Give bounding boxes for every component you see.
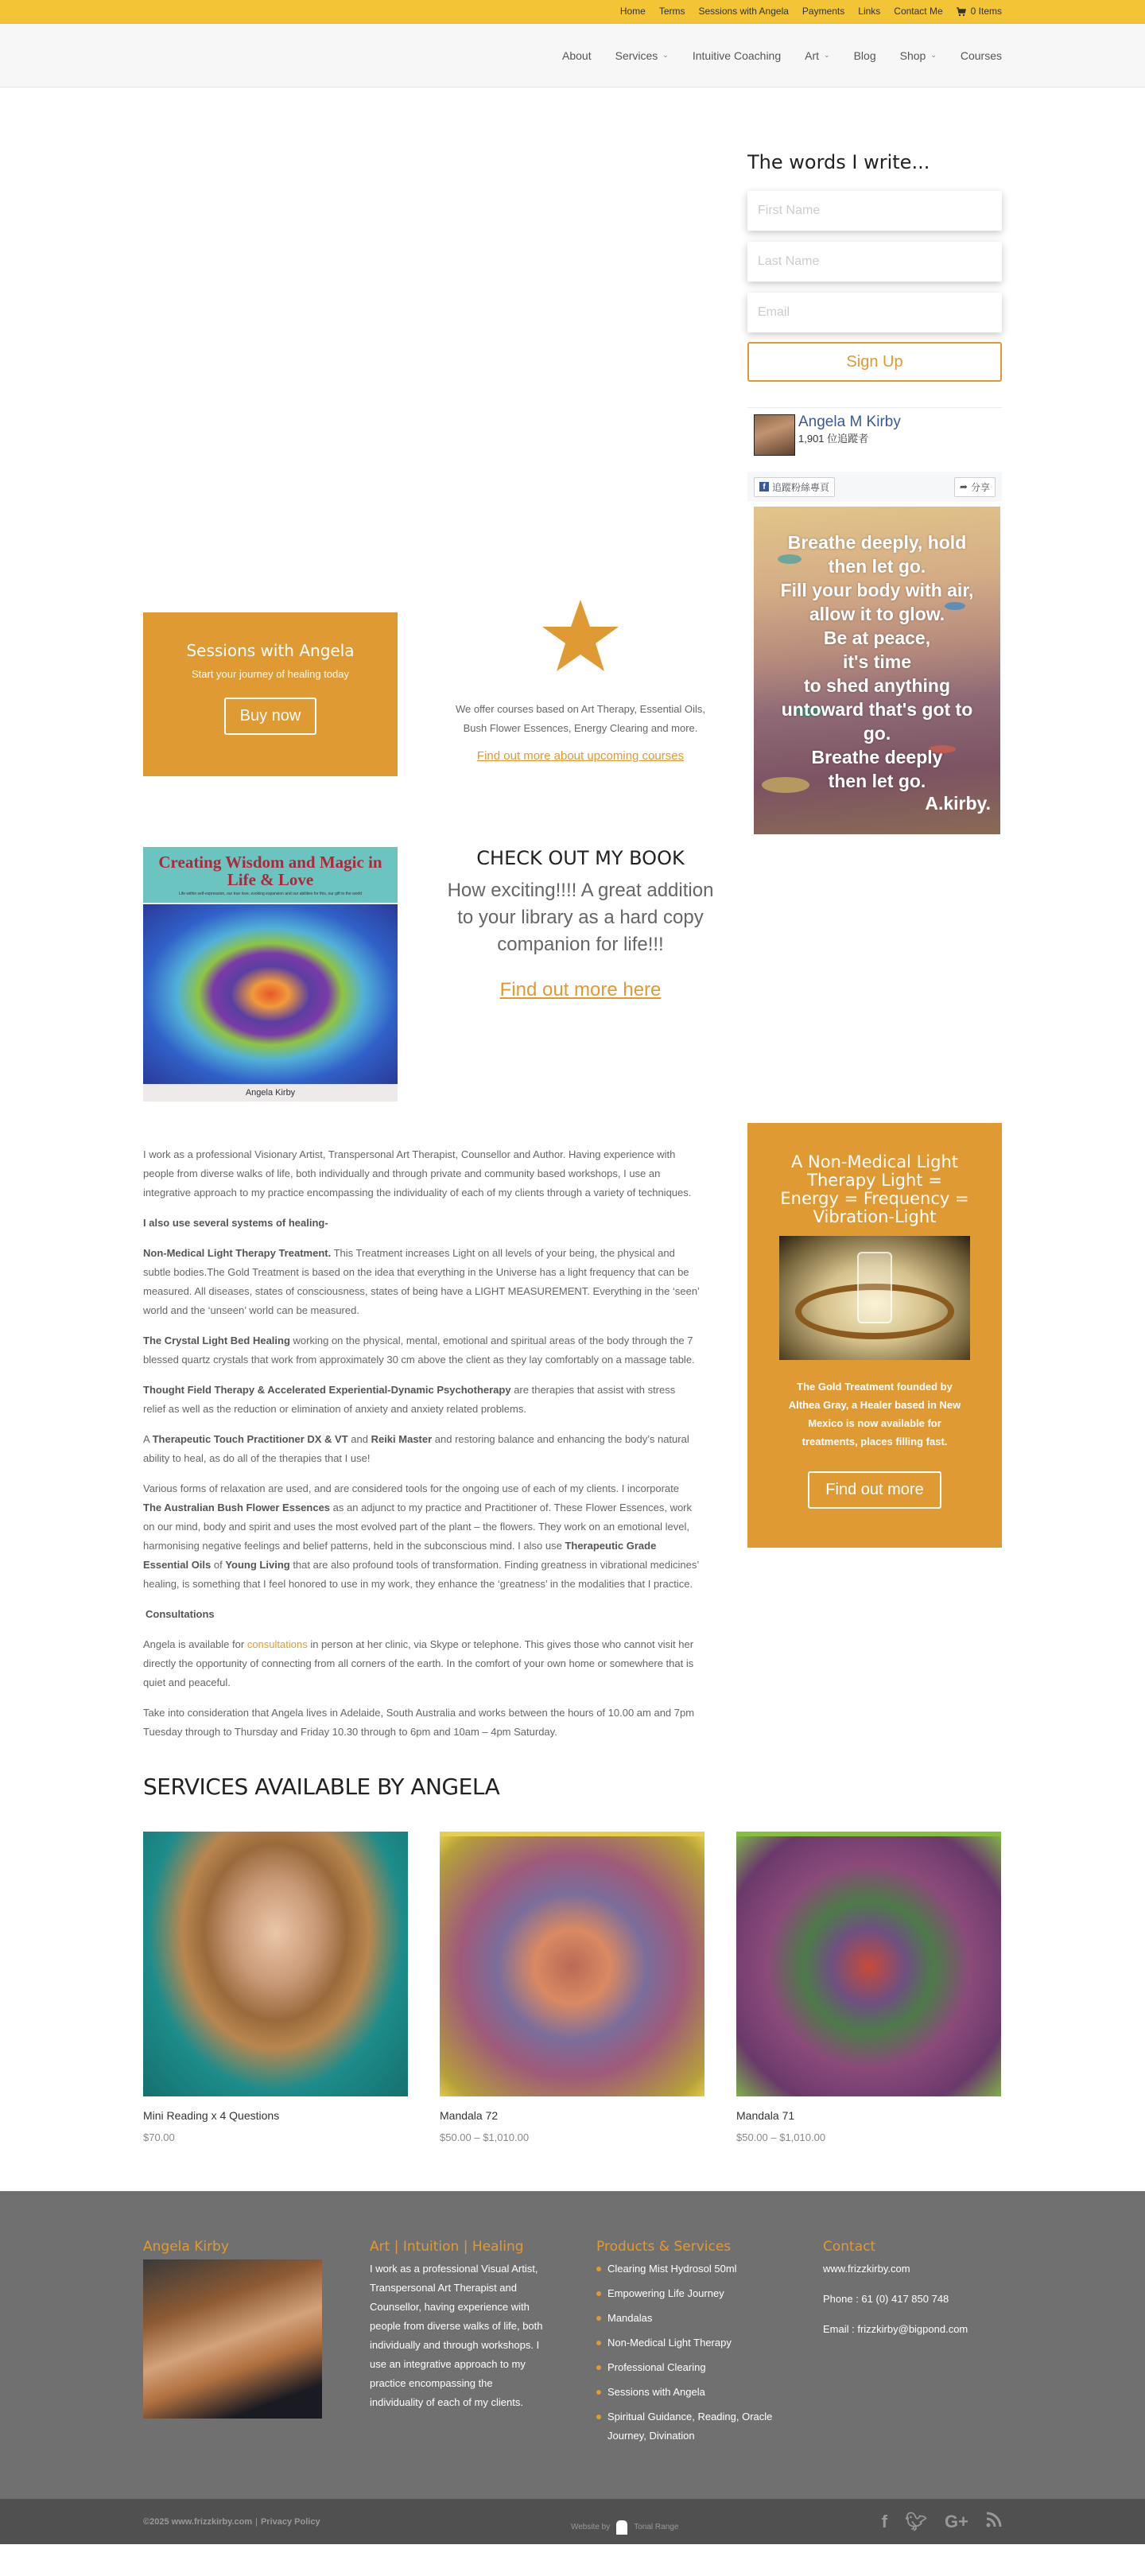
fb-page-name[interactable]: Angela M Kirby <box>798 414 901 430</box>
book-find-out-more-link[interactable]: Find out more here <box>499 979 662 1000</box>
product-price: $70.00 <box>143 2131 175 2143</box>
facebook-icon[interactable]: f <box>881 2511 888 2531</box>
site-credit[interactable] <box>571 2520 678 2535</box>
footer <box>0 2191 1145 2499</box>
chevron-down-icon: ⌄ <box>930 51 937 59</box>
footer-col-products <box>596 2239 775 2451</box>
nav-about[interactable] <box>562 49 592 62</box>
book-info <box>445 847 716 1001</box>
gold-card-title: A Non-Medical Light Therapy Light = Energy = Frequency = Vibration-Light <box>780 1152 969 1226</box>
upcoming-courses-link[interactable]: Find out more about upcoming courses <box>476 749 685 763</box>
google-plus-icon[interactable]: G+ <box>945 2511 968 2531</box>
book-cover-image[interactable] <box>143 847 398 1102</box>
footer-product-link[interactable]: Non-Medical Light Therapy <box>596 2333 775 2353</box>
newsletter-title: The words I write... <box>747 151 930 173</box>
book-cover-title: Creating Wisdom and Magic in Life & Love <box>158 853 382 889</box>
credit-prefix: Website by <box>570 2523 611 2531</box>
product-card[interactable] <box>143 1832 408 2143</box>
product-name[interactable]: Mandala 71 <box>736 2109 795 2122</box>
topnav-terms[interactable]: Terms <box>658 6 685 17</box>
signup-button[interactable]: Sign Up <box>747 342 1002 382</box>
find-out-more-button[interactable]: Find out more <box>808 1471 941 1509</box>
nav-art[interactable] <box>805 49 829 62</box>
footer-email: Email : frizzkirby@bigpond.com <box>823 2323 968 2335</box>
topnav-links[interactable]: Links <box>858 6 881 17</box>
consultations-paragraph: Angela is available for consultations in person at her clinic, via Skype or telephone. This gives those who cannot visit her directly the opportunity of connecting from all corners of the earth. In the comfort of your own home or somewhere that is quiet and peaceful. <box>143 1638 694 1688</box>
footer-col-about <box>143 2239 322 2451</box>
book-cover-subtitle: Life within self-expression, our true love, evoking expansion and our abilities for this, our gift to the world <box>178 892 363 896</box>
main-nav <box>0 24 1145 87</box>
nav-intuitive-coaching[interactable] <box>693 49 781 62</box>
twitter-icon[interactable]: 🐦︎ <box>905 2511 928 2531</box>
privacy-policy-link[interactable]: Privacy Policy <box>260 2516 320 2527</box>
cart-icon <box>957 7 966 15</box>
nav-label: Blog <box>853 49 876 62</box>
book-text: How exciting!!!! A great addition to your library as a hard copy companion for life!!! <box>447 880 714 955</box>
courses-blurb <box>445 596 716 763</box>
bottom-bar <box>0 2499 1145 2544</box>
services-heading: SERVICES AVAILABLE BY ANGELA <box>143 1774 500 1800</box>
nav-shop[interactable] <box>900 49 937 62</box>
intro-paragraph: I work as a professional Visionary Artist, Transpersonal Art Therapist, Counsellor and Author. Having experience with people from diverse walks of life, both individually and through private and community based workshops, I use an integrative approach to my practice encompassing the individuality of each of my clients through a variety of techniques. <box>143 1148 692 1199</box>
services-section <box>143 1753 1002 2143</box>
hours-paragraph: Take into consideration that Angela lives in Adelaide, South Australia and works between the hours of 10.00 am and 7pm Tuesday through to Thursday and Friday 10.30 through to 6pm and 10am – 4pm Saturday. <box>143 1707 695 1738</box>
cart-link[interactable] <box>957 6 1002 17</box>
product-image[interactable] <box>440 1832 704 2096</box>
nav-label: Services <box>615 49 658 62</box>
light-therapy-paragraph: Non-Medical Light Therapy Treatment. This Treatment increases Light on all levels of your being, the physical and subtle bodies.The Gold Treatment is based on the idea that everything in the Universe has a light frequency that can be measured. All diseases, states of consciousness, states of being have a LIGHT MEASUREMENT. Everything in the ‘seen’ world and the ‘unseen’ world can be measured. <box>143 1247 700 1316</box>
secondary-nav <box>0 0 1145 24</box>
consultations-link[interactable]: consultations <box>246 1638 308 1650</box>
book-mandala-art <box>143 903 398 1084</box>
topnav-sessions[interactable]: Sessions with Angela <box>698 6 789 17</box>
systems-heading: I also use several systems of healing- <box>143 1217 328 1229</box>
fb-post-image[interactable] <box>754 507 1000 834</box>
product-name[interactable]: Mini Reading x 4 Questions <box>143 2109 280 2122</box>
topnav-contact[interactable]: Contact Me <box>894 6 943 17</box>
sessions-title: Sessions with Angela <box>186 641 355 660</box>
product-card[interactable] <box>440 1832 704 2143</box>
product-price: $50.00 – $1,010.00 <box>736 2131 826 2143</box>
main-area <box>143 87 1002 1121</box>
sessions-subtitle: Start your journey of healing today <box>191 668 349 680</box>
footer-product-link[interactable]: Empowering Life Journey <box>596 2284 775 2303</box>
rss-icon[interactable] <box>986 2512 1002 2532</box>
footer-product-link[interactable]: Spiritual Guidance, Reading, Oracle Journey, Divination <box>596 2407 775 2446</box>
product-price: $50.00 – $1,010.00 <box>440 2131 530 2143</box>
consultations-heading: Consultations <box>146 1608 215 1620</box>
footer-col1-title: Angela Kirby <box>143 2239 229 2255</box>
footer-col-contact <box>823 2239 1002 2451</box>
footer-col2-title: Art | Intuition | Healing <box>370 2239 524 2255</box>
nav-label: Shop <box>899 49 926 62</box>
footer-col4-title: Contact <box>823 2239 876 2255</box>
fb-share-label: 分享 <box>970 481 990 493</box>
crystal-bed-paragraph: The Crystal Light Bed Healing working on the physical, mental, emotional and spiritual areas of the body through the 7 blessed quartz crystals that work from approximately 30 cm above the client as they lay comfortably on a massage table. <box>143 1335 695 1366</box>
first-name-input[interactable]: First Name <box>747 191 1002 231</box>
email-input[interactable]: Email <box>747 293 1002 332</box>
cart-count: 0 Items <box>970 6 1002 17</box>
topnav-home[interactable]: Home <box>619 6 646 17</box>
facebook-page-widget <box>747 407 1002 834</box>
facebook-icon: f <box>759 482 769 491</box>
copyright: ©2025 www.frizzkirby.com | Privacy Policy <box>143 2516 320 2527</box>
fb-share-button[interactable] <box>954 477 996 497</box>
gold-treatment-image <box>779 1236 970 1360</box>
gold-treatment-card <box>747 1123 1002 1548</box>
fb-followers: 1,901 位追蹤者 <box>798 433 869 445</box>
nav-label: About <box>562 49 592 62</box>
sidebar <box>747 151 1002 834</box>
footer-product-link[interactable]: Mandalas <box>596 2309 775 2328</box>
relaxation-paragraph: Various forms of relaxation are used, and are considered tools for the ongoing use of each of my clients. I incorporate The Australian Bush Flower Essences as an adjunct to my practice and Practitioner of. These Flower Essences, work on our mind, body and spirit and uses the most evolved part of the plant – the flowers. They work on an emotional level, harmonising negative feelings and belief patterns, held in the subconscious mind. I also use Therapeutic Grade Essential Oils of Young Living that are also profound tools of transformation. Finding greatness in vibrational medicines’ healing, is something that I feel honored to use in my work, they enhance the ‘greatness’ in the modalities that I practice. <box>143 1482 699 1590</box>
product-name[interactable]: Mandala 72 <box>440 2109 499 2122</box>
fb-follow-button[interactable] <box>754 477 835 497</box>
footer-website[interactable]: www.frizzkirby.com <box>823 2263 910 2275</box>
product-card[interactable] <box>736 1832 1001 2143</box>
nav-blog[interactable] <box>854 49 876 62</box>
nav-courses[interactable] <box>961 49 1002 62</box>
product-image[interactable] <box>143 1832 408 2096</box>
topnav-payments[interactable]: Payments <box>802 6 845 17</box>
footer-col3-title: Products & Services <box>596 2239 732 2255</box>
chevron-down-icon: ⌄ <box>662 51 669 59</box>
footer-col-bio <box>370 2239 549 2451</box>
chevron-down-icon: ⌄ <box>824 51 830 59</box>
fb-post-signature: A.kirby. <box>925 793 991 814</box>
share-arrow-icon: ➦ <box>959 481 968 492</box>
sessions-promo <box>143 612 398 776</box>
book-heading: CHECK OUT MY BOOK <box>476 847 685 869</box>
thought-field-paragraph: Thought Field Therapy & Accelerated Experiential-Dynamic Psychotherapy are therapies that assist with stress relief as well as the reduction or elimination of anxiety and anxiety related problems. <box>143 1384 676 1415</box>
courses-text: We offer courses based on Art Therapy, Essential Oils, Bush Flower Essences, Energy Clearing and more. <box>455 703 706 734</box>
star-icon <box>541 596 620 676</box>
fb-post-poem: Breathe deeply, hold then let go. Fill your body with air, allow it to glow. Be at peace, it's time to shed anything untoward that's got to go. Breathe deeply then let go. <box>780 532 974 791</box>
footer-product-link[interactable]: Professional Clearing <box>596 2358 775 2377</box>
footer-bio-text: I work as a professional Visual Artist, Transpersonal Art Therapist and Counsellor, having experience with people from diverse walks of life, both individually and through workshops. I use an integrative approach to my practice encompassing the individuality of each of my clients. <box>370 2263 543 2408</box>
product-image[interactable] <box>736 1832 1001 2096</box>
nav-label: Art <box>805 49 820 62</box>
footer-product-link[interactable]: Sessions with Angela <box>596 2383 775 2402</box>
buy-now-button[interactable]: Buy now <box>224 697 317 735</box>
therapeutic-touch-paragraph: A Therapeutic Touch Practitioner DX & VT and Reiki Master and restoring balance and enhancing the body’s natural ability to heal, as do all of the therapies that I use! <box>143 1433 689 1464</box>
tonal-range-logo-icon <box>616 2520 627 2535</box>
last-name-input[interactable]: Last Name <box>747 242 1002 282</box>
nav-services[interactable] <box>615 49 669 62</box>
gold-card-text: The Gold Treatment founded by Althea Gray, a Healer based in New Mexico is now available for treatments, places filling fast. <box>788 1381 961 1447</box>
credit-name: Tonal Range <box>634 2523 679 2531</box>
footer-phone: Phone : 61 (0) 417 850 748 <box>823 2293 949 2305</box>
copyright-text: ©2025 www.frizzkirby.com <box>143 2516 253 2527</box>
about-article <box>143 1121 700 1753</box>
fb-follow-label: 追蹤粉絲專頁 <box>772 481 830 493</box>
about-section <box>143 1121 1002 1753</box>
nav-label: Courses <box>960 49 1002 62</box>
book-cover-author: Angela Kirby <box>143 1084 398 1102</box>
social-links <box>882 2512 1002 2532</box>
footer-product-link[interactable]: Clearing Mist Hydrosol 50ml <box>596 2259 775 2279</box>
nav-label: Intuitive Coaching <box>692 49 782 62</box>
fb-avatar[interactable] <box>754 414 795 456</box>
angela-portrait <box>143 2259 322 2419</box>
